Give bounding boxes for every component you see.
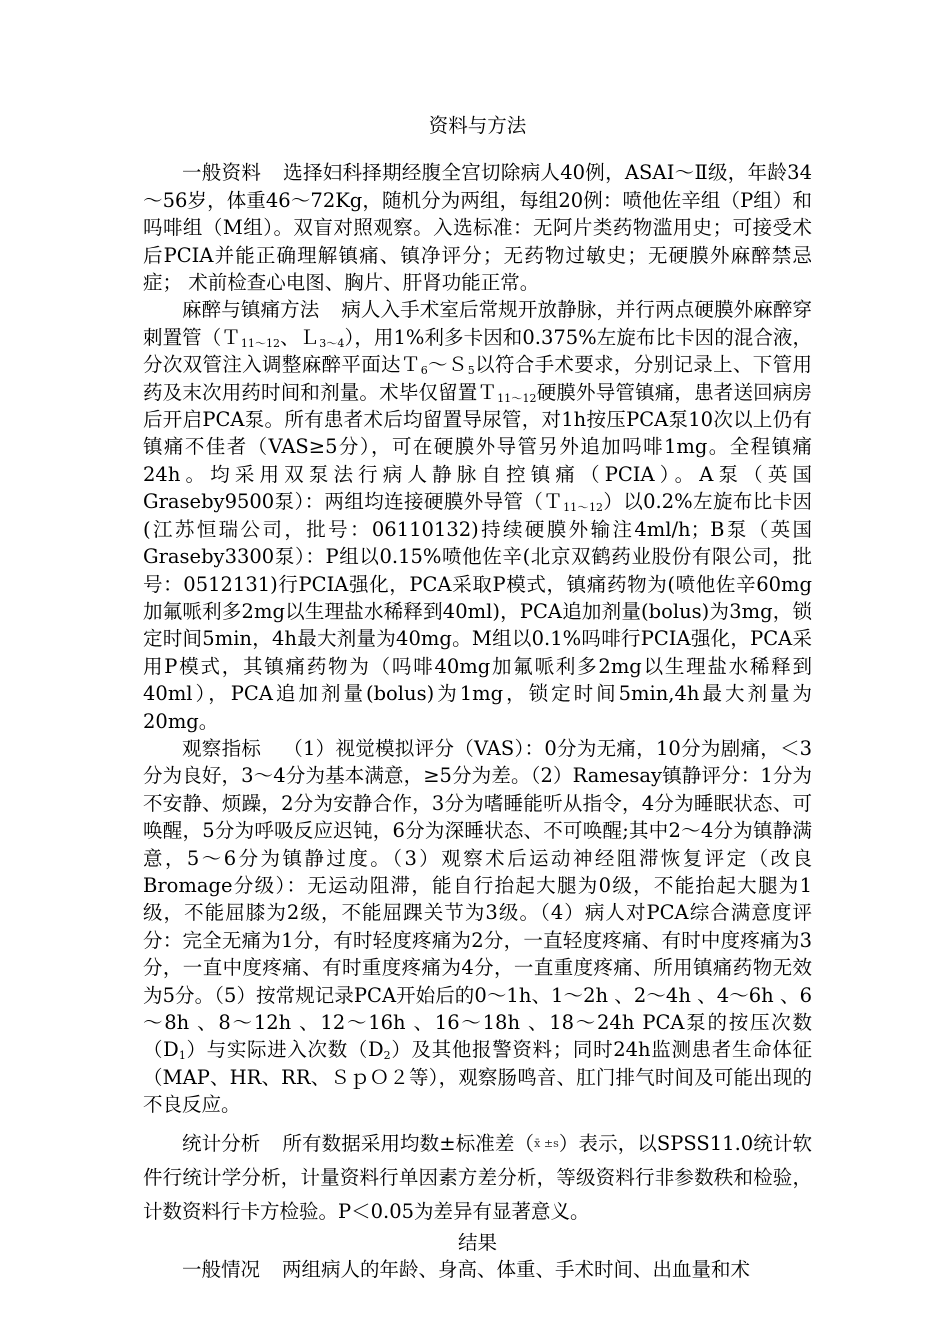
- paragraph-general-data: [143, 159, 812, 296]
- text-run: 以符合手术要求，分别记录上、下管用药及末次用药时间和剂量。术毕仅留置Ｔ: [143, 353, 812, 404]
- paragraph-heading: 统计分析: [182, 1131, 261, 1155]
- paragraph-observation-index: [143, 735, 812, 1119]
- text-run: ），用1%利多卡因和0.375%左旋布比卡因的混合液，分次双管注入调整麻醉平面达Ｔ: [143, 325, 813, 377]
- text-run: 硬膜外导管镇痛，患者送回病房后开启PCA泵。所有患者术后均留置导尿管，对1h按压PCA泵10次以上仍有镇痛不佳者（VAS≥5分），可在硬膜外导管另外追加吗啡1mg。全程镇痛24h。均采用双泵法行病人静脉自控镇痛（PCIA）。A泵（英国Graseby9500泵）：两组均连接硬膜外导管（Ｔ: [143, 380, 812, 514]
- paragraph-anesthesia-method: [143, 296, 812, 735]
- text-run: 、Ｌ: [280, 325, 320, 349]
- subscript: 2: [383, 1049, 391, 1063]
- paragraph-text: 选择妇科择期经腹全宫切除病人40例，ASAⅠ～Ⅱ级，年龄34～56岁，体重46～72Kg，随机分为两组，每组20例：喷他佐辛组（P组）和吗啡组（M组）。双盲对照观察。入选标准：无阿片类药物滥用史；可接受术后PCIA并能正确理解镇痛、镇净评分；无药物过敏史；无硬膜外麻醉禁忌症； 术前检查心电图、胸片、肝肾功能正常。: [143, 161, 812, 295]
- text-run: ～Ｓ: [427, 353, 468, 377]
- paragraph-statistics: [143, 1127, 812, 1229]
- subscript: 11～12: [240, 336, 281, 350]
- mean-sd-symbol: x̄ ±s: [534, 1136, 559, 1150]
- subscript: 5: [467, 364, 475, 378]
- text-run: ）以0.2%左旋布比卡因(江苏恒瑞公司，批号：06110132)持续硬膜外输注4ml/h；B泵（英国Graseby3300泵）：P组以0.15%喷他佐辛(北京双鹤药业股份有限公司，批号：0512131)行PCIA强化，PCA采取P模式，镇痛药物为(喷他佐辛60mg加氟哌利多2mg以生理盐水稀释到40ml)，PCA追加剂量(bolus)为3mg，锁定时间5min，4h最大剂量为40mg。M组以0.1%吗啡行PCIA强化，PCA采用P模式，其镇痛药物为（吗啡40mg加氟哌利多2mg以生理盐水稀释到40ml），PCA追加剂量(bolus)为1mg，锁定时间5min,4h最大剂量为20mg。: [143, 490, 812, 733]
- text-run: ）及其他报警资料；同时24h监测患者生命体征（MAP、HR、RR、ＳｐＯ２等），观察肠鸣音、肛门排气时间及可能出现的不良反应。: [143, 1038, 812, 1117]
- text-run: 所有数据采用均数±标准差（: [282, 1131, 535, 1155]
- paragraph-heading: 一般资料: [182, 161, 262, 185]
- paragraph-heading: 观察指标: [182, 736, 262, 760]
- section-title: 资料与方法: [428, 114, 527, 137]
- paragraph-general-results: [143, 1256, 812, 1283]
- paragraph-heading: 一般情况: [182, 1258, 261, 1282]
- text-run: （1）视觉模拟评分（VAS）：0分为无痛，10分为剧痛，＜3分为良好，3～4分为基本满意，≥5分为差。（2）Ramesay镇静评分：1分为不安静、烦躁，2分为安静合作，3分为嗜睡能听从指令，4分为睡眠状态、可唤醒，5分为呼吸反应迟钝，6分为深睡状态、不可唤醒;其中2～4分为镇静满意，5～6分为镇静过度。（3）观察术后运动神经阻滞恢复评定（改良Bromage分级）：无运动阻滞，能自行抬起大腿为0级，不能抬起大腿为1级，不能屈膝为2级，不能屈踝关节为3级。（4）病人对PCA综合满意度评分：完全无痛为1分，有时轻度疼痛为2分，一直轻度疼痛、有时中度疼痛为3分，一直中度疼痛、有时重度疼痛为4分，一直重度疼痛、所用镇痛药物无效为5分。（5）按常规记录PCA开始后的0～1h、1～2h 、2～4h 、4～6h 、6～8h 、8～12h 、12～16h 、16～18h 、18～24h PCA泵的按压次数（D: [143, 736, 812, 1062]
- text-run: ）表示，以SPSS11.0统计软件行统计学分析，计量资料行单因素方差分析，等级资料行非参数秩和检验，计数资料行卡方检验。P＜0.05为差异有显著意义。: [143, 1131, 812, 1223]
- subscript: 6: [420, 364, 428, 378]
- subscript: 1: [178, 1049, 186, 1063]
- subscript: 11～12: [497, 391, 537, 405]
- paragraph-text: 两组病人的年龄、身高、体重、手术时间、出血量和术: [282, 1258, 751, 1282]
- subscript: 3～4: [319, 336, 345, 350]
- subscript: 11～12: [563, 501, 603, 515]
- paragraph-heading: 麻醉与镇痛方法: [182, 298, 320, 322]
- text-run: 病人入手术室后常规开放静脉，并行两点硬膜外麻醉穿刺置管（Ｔ: [143, 298, 812, 349]
- results-title: 结果: [457, 1230, 497, 1254]
- text-run: ）与实际进入次数（D: [185, 1038, 384, 1062]
